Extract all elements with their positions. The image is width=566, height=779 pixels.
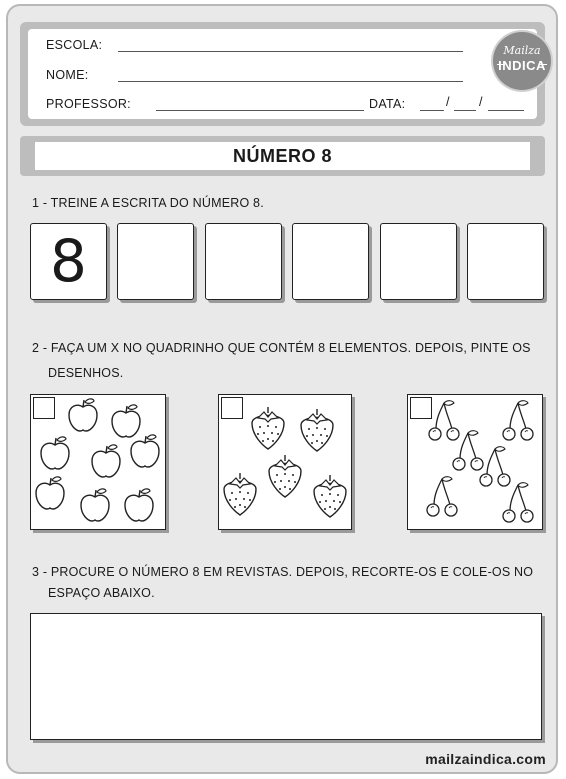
apple-icon — [131, 435, 159, 467]
cherry-icon — [503, 483, 533, 522]
strawberry-icon — [224, 473, 256, 515]
strawberry-icon — [301, 409, 333, 451]
header-inner — [28, 29, 537, 119]
strawberry-icon — [314, 475, 346, 517]
strawberry-icon — [269, 455, 301, 497]
number-eight-digit: 8 — [50, 227, 87, 295]
apples-panel — [30, 394, 166, 530]
date-month-line[interactable] — [454, 110, 476, 111]
writing-box-2[interactable] — [117, 223, 194, 300]
name-line[interactable] — [118, 81, 463, 82]
apple-icon — [69, 399, 97, 431]
question-3-line-1: 3 - PROCURE O NÚMERO 8 EM REVISTAS. DEPOIS, RECORTE-OS E COLE-OS NO — [32, 565, 534, 579]
paste-area[interactable] — [30, 613, 542, 740]
footer-website[interactable]: mailzaindica.com — [425, 751, 546, 767]
apple-icon — [92, 445, 120, 477]
apple-icon — [41, 437, 69, 469]
cherries-drawing — [408, 395, 542, 529]
writing-box-4[interactable] — [292, 223, 369, 300]
brand-logo — [493, 32, 551, 90]
apple-icon — [112, 405, 140, 437]
logo-dash-right — [539, 64, 547, 65]
question-2-line-2: DESENHOS. — [48, 366, 124, 380]
question-2-line-1: 2 - FAÇA UM X NO QUADRINHO QUE CONTÉM 8 ELEMENTOS. DEPOIS, PINTE OS — [32, 341, 531, 355]
date-slash-2: / — [479, 95, 483, 109]
school-line[interactable] — [118, 51, 463, 52]
question-3-line-2: ESPAÇO ABAIXO. — [48, 586, 155, 600]
date-day-line[interactable] — [420, 110, 444, 111]
question-1-text: 1 - TREINE A ESCRITA DO NÚMERO 8. — [32, 196, 264, 210]
cherry-icon — [480, 447, 510, 486]
apples-drawing — [31, 395, 165, 529]
apple-icon — [81, 489, 109, 521]
name-label: NOME: — [46, 68, 89, 82]
strawberries-panel — [218, 394, 352, 530]
title-bar — [20, 136, 545, 176]
page-title: NÚMERO 8 — [35, 142, 530, 170]
teacher-line[interactable] — [156, 110, 364, 111]
date-slash-1: / — [446, 95, 450, 109]
writing-box-3[interactable] — [205, 223, 282, 300]
writing-box-6[interactable] — [467, 223, 544, 300]
cherries-panel — [407, 394, 543, 530]
apple-icon — [36, 477, 64, 509]
header-panel — [20, 22, 545, 126]
cherry-icon — [429, 401, 459, 440]
writing-box-5[interactable] — [380, 223, 457, 300]
school-label: ESCOLA: — [46, 38, 103, 52]
teacher-label: PROFESSOR: — [46, 97, 131, 111]
apple-icon — [125, 489, 153, 521]
cherry-icon — [427, 477, 457, 516]
writing-box-1[interactable] — [30, 223, 107, 300]
strawberry-icon — [252, 407, 284, 449]
logo-bottom-text: INDICA — [498, 58, 546, 73]
strawberries-drawing — [219, 395, 351, 529]
cherry-icon — [503, 401, 533, 440]
logo-top-text: Mailza — [503, 44, 541, 57]
date-label: DATA: — [369, 97, 406, 111]
date-year-line[interactable] — [488, 110, 524, 111]
